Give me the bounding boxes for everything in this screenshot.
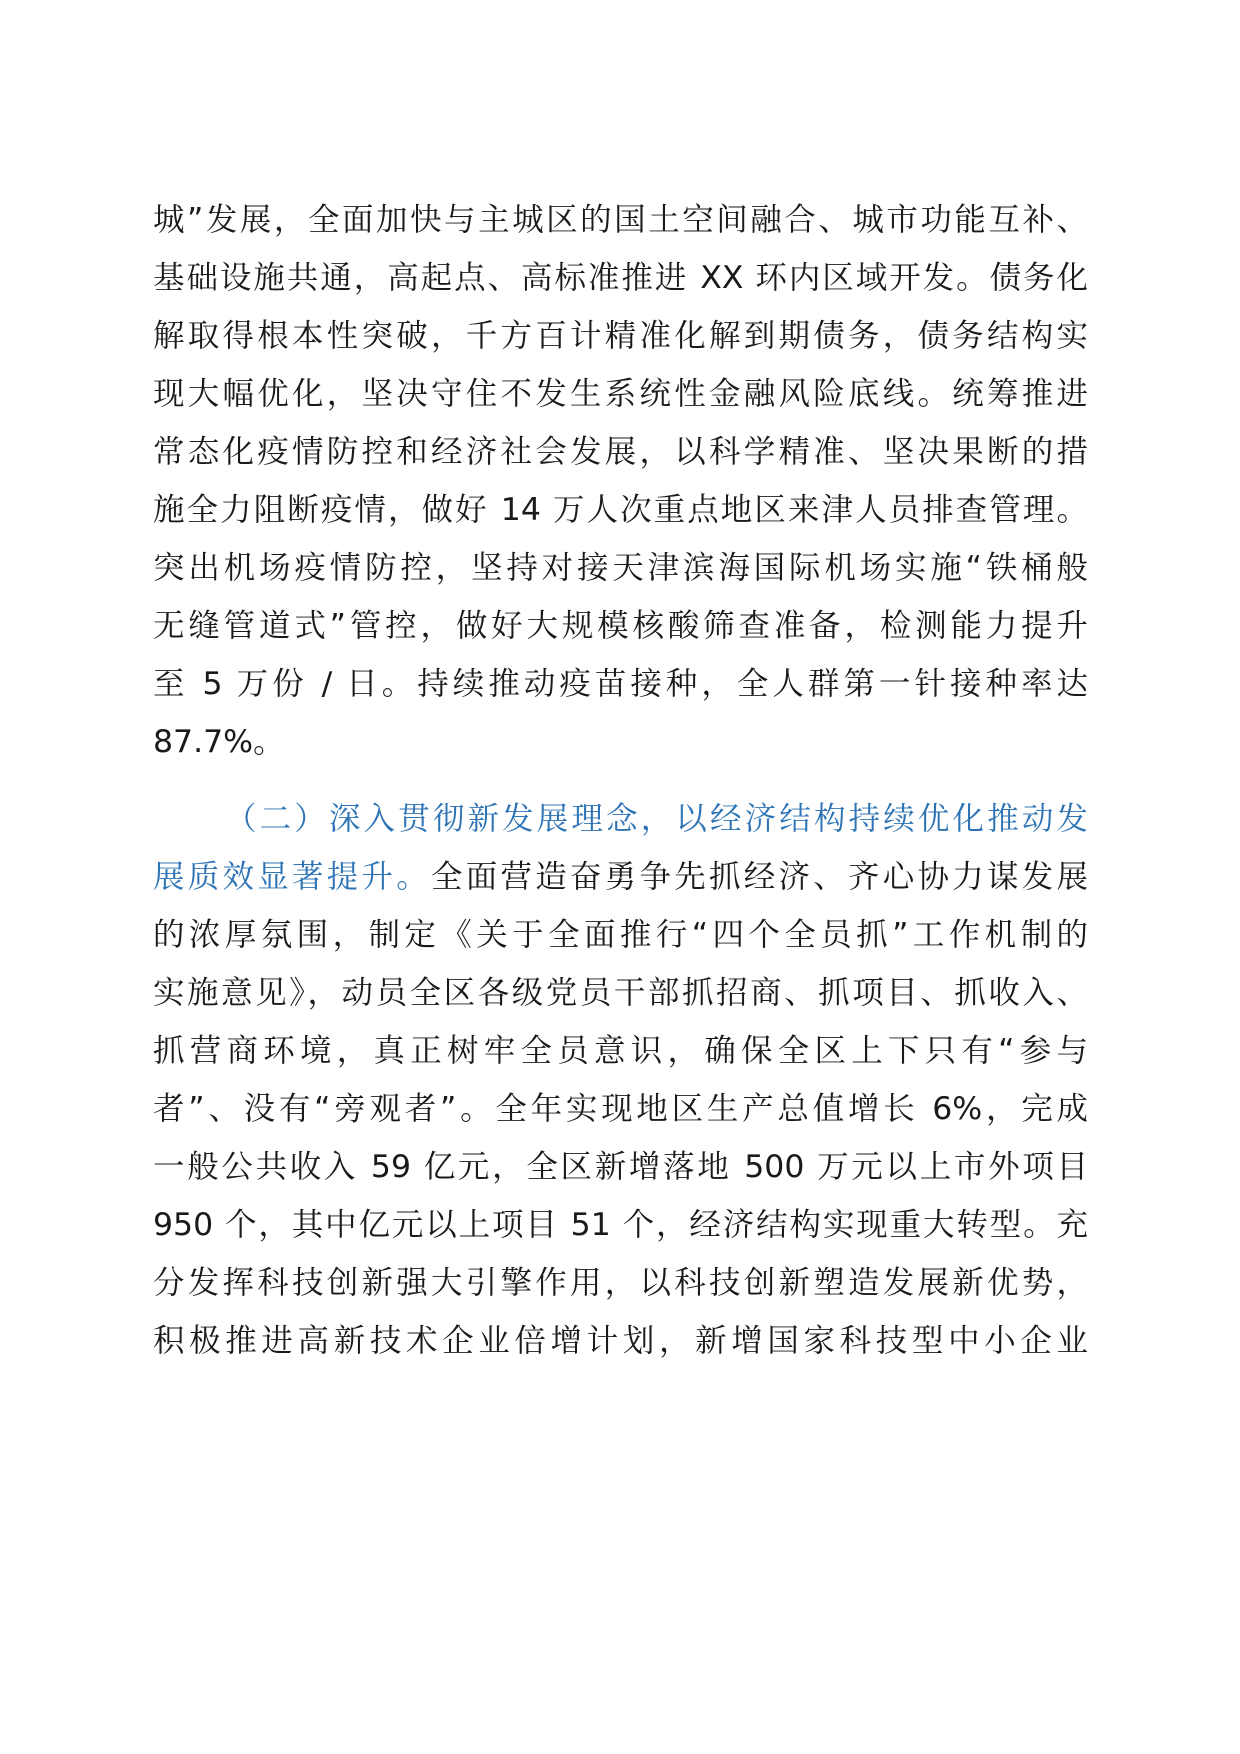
- paragraph-line: 一般公共收入 59 亿元，全区新增落地 500 万元以上市外项目: [153, 1149, 1088, 1185]
- section-heading: （二）深入贯彻新发展理念，以经济结构持续优化推动发: [225, 801, 1088, 837]
- paragraph-line: 的浓厚氛围，制定《关于全面推行“四个全员抓”工作机制的: [153, 917, 1088, 953]
- paragraph-line: 现大幅优化，坚决守住不发生系统性金融风险底线。统筹推进: [153, 376, 1088, 412]
- paragraph-line: 突出机场疫情防控，坚持对接天津滨海国际机场实施“铁桶般: [153, 550, 1088, 586]
- paragraph-text: 全面营造奋勇争先抓经济、齐心协力谋发展: [431, 859, 1088, 895]
- paragraph-line: 施全力阻断疫情，做好 14 万人次重点地区来津人员排查管理。: [153, 492, 1088, 528]
- paragraph-line: 基础设施共通，高起点、高标准推进 XX 环内区域开发。债务化: [153, 260, 1088, 296]
- paragraph-line: [153, 845, 1088, 909]
- paragraph-line: 抓营商环境，真正树牢全员意识，确保全区上下只有“参与: [153, 1033, 1088, 1069]
- section-heading-end: 展质效显著提升。: [153, 859, 431, 895]
- paragraph-line: 者”、没有“旁观者”。全年实现地区生产总值增长 6%，完成: [153, 1091, 1088, 1127]
- paragraph-line: 至 5 万份 / 日。持续推动疫苗接种，全人群第一针接种率达: [153, 666, 1088, 702]
- paragraph-line: 城”发展，全面加快与主城区的国土空间融合、城市功能互补、: [153, 202, 1088, 238]
- paragraph-line: 实施意见》，动员全区各级党员干部抓招商、抓项目、抓收入、: [153, 975, 1088, 1011]
- paragraph-line: 解取得根本性突破，千方百计精准化解到期债务，债务结构实: [153, 318, 1088, 354]
- paragraph-line: 积极推进高新技术企业倍增计划，新增国家科技型中小企业: [153, 1323, 1088, 1359]
- paragraph-line: 分发挥科技创新强大引擎作用，以科技创新塑造发展新优势，: [153, 1265, 1088, 1301]
- paragraph-line: 常态化疫情防控和经济社会发展，以科学精准、坚决果断的措: [153, 434, 1088, 470]
- paragraph-line: 无缝管道式”管控，做好大规模核酸筛查准备，检测能力提升: [153, 608, 1088, 644]
- paragraph-line: 950 个，其中亿元以上项目 51 个，经济结构实现重大转型。充: [153, 1207, 1088, 1243]
- paragraph-line: 87.7%。: [153, 724, 285, 760]
